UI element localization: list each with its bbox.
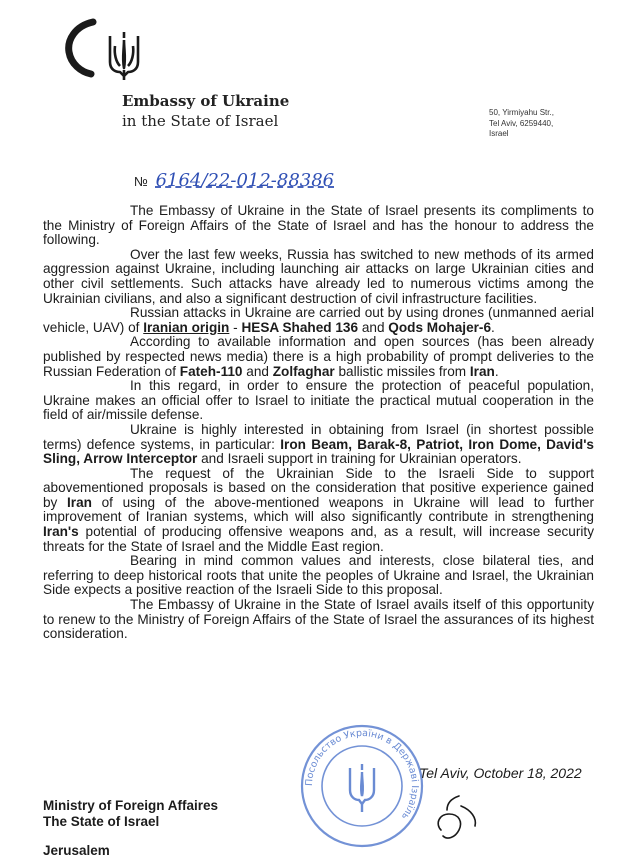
text-run: According to available information and open sources (has been already published by respected news media) there is a high probability of prompt deliveries to the Russian Federation of <box>43 334 594 379</box>
letter-paragraph <box>43 379 594 423</box>
text-run: Bearing in mind common values and interests, close bilateral ties, and referring to deep historical roots that unite the peoples of Ukraine and Israel, the Ukrainian Side expects a positive reaction of the Israeli Side to this proposal. <box>43 553 594 598</box>
text-run: potential of producing offensive weapons and, as a result, will increase security threats for the State of Israel and the Middle East region. <box>43 524 594 554</box>
text-run: - <box>229 319 242 335</box>
embassy-stamp-seal <box>298 720 426 852</box>
recipient-state: The State of Israel <box>43 813 160 829</box>
text-run: . <box>491 319 495 335</box>
letter-paragraph <box>43 248 594 306</box>
letter-paragraph <box>43 467 594 555</box>
letter-paragraph <box>43 423 594 467</box>
bold-text-run: Zolfaghar <box>272 363 335 379</box>
bold-text-run: Iran's <box>43 524 79 540</box>
text-run: The request of the Ukrainian Side to the Israeli Side to support abovementioned proposals is based on the consideration that positive experience gained by <box>43 465 594 510</box>
bold-text-run: Iron Beam, Barak-8, Patriot, Iron Dome, David's Sling, Arrow Interceptor <box>43 436 594 467</box>
address-line: 50, Yirmiyahu Str., <box>489 108 554 117</box>
embassy-address <box>489 108 554 140</box>
bold-text-run: Qods Mohajer-6 <box>388 319 492 335</box>
recipient-city: Jerusalem <box>43 843 110 858</box>
letter-date: Tel Aviv, October 18, 2022 <box>419 765 582 781</box>
reference-line <box>134 170 334 191</box>
header-arc-ornament <box>63 18 105 78</box>
text-run: The Embassy of Ukraine in the State of Israel avails itself of this opportunity to renew to the Ministry of Foreign Affairs of the State of Israel the assurances of its highest consideration. <box>43 597 594 642</box>
text-run: The Embassy of Ukraine in the State of Israel presents its compliments to the Ministry of Foreign Affairs of the State of Israel and has the honour to address the following. <box>43 203 594 248</box>
address-line: Tel Aviv, 6259440, <box>489 118 554 128</box>
reference-number: 6164/22-012-88386 <box>155 170 335 191</box>
text-run: Over the last few weeks, Russia has switched to new methods of its armed aggression against Ukraine, including launching air attacks on large Ukrainian cities and other civil settlements. Such attacks have already led to numerous victims among the Ukrainian civilians, and also a significant destruction of civil infrastructure facilities. <box>43 246 594 306</box>
recipient-ministry: Ministry of Foreign Affaires <box>43 798 219 813</box>
text-run: In this regard, in order to ensure the protection of peaceful population, Ukraine makes an official offer to Israel to initiate the practical mutual cooperation in the field of air/missile defense. <box>43 378 594 423</box>
embassy-subtitle: in the State of Israel <box>122 112 279 130</box>
bold-text-run: Fateh-110 <box>179 363 243 379</box>
embassy-name: Embassy of Ukraine <box>122 92 290 110</box>
handwritten-signature <box>425 790 495 850</box>
recipient-block <box>43 798 218 859</box>
bold-text-run: Iran <box>469 363 495 379</box>
text-run: ballistic missiles from <box>334 363 470 379</box>
text-run: and <box>358 319 389 335</box>
text-run: Russian attacks in Ukraine are carried out by using drones (unmanned aerial vehicle, UAV) of <box>43 305 594 335</box>
bold-text-run: HESA Shahed 136 <box>241 319 359 335</box>
text-run: and <box>242 363 273 379</box>
letter-paragraph <box>43 335 594 379</box>
letter-paragraph <box>43 554 594 598</box>
letter-paragraph <box>43 204 594 248</box>
address-line: Israel <box>489 129 509 138</box>
trident-emblem-icon <box>106 30 142 82</box>
text-run: . <box>494 363 499 379</box>
text-run: of using of the above-mentioned weapons in Ukraine will lead to further improvement of Iranian systems, which will also significantly contribute in strengthening <box>43 494 594 525</box>
svg-text:Посольство України в Державі І: Посольство України в Державі Ізраїль <box>303 727 421 822</box>
letter-paragraph <box>43 306 594 335</box>
bold-text-run: Iranian origin <box>143 319 230 335</box>
text-run: Ukraine is highly interested in obtaining from Israel (in shortest possible terms) defence systems, in particular: <box>43 421 594 452</box>
letter-body <box>43 204 594 642</box>
reference-prefix: № <box>134 174 148 189</box>
bold-text-run: Iran <box>67 494 92 510</box>
letter-paragraph <box>43 598 594 642</box>
text-run: and Israeli support in training for Ukrainian operators. <box>197 451 522 467</box>
